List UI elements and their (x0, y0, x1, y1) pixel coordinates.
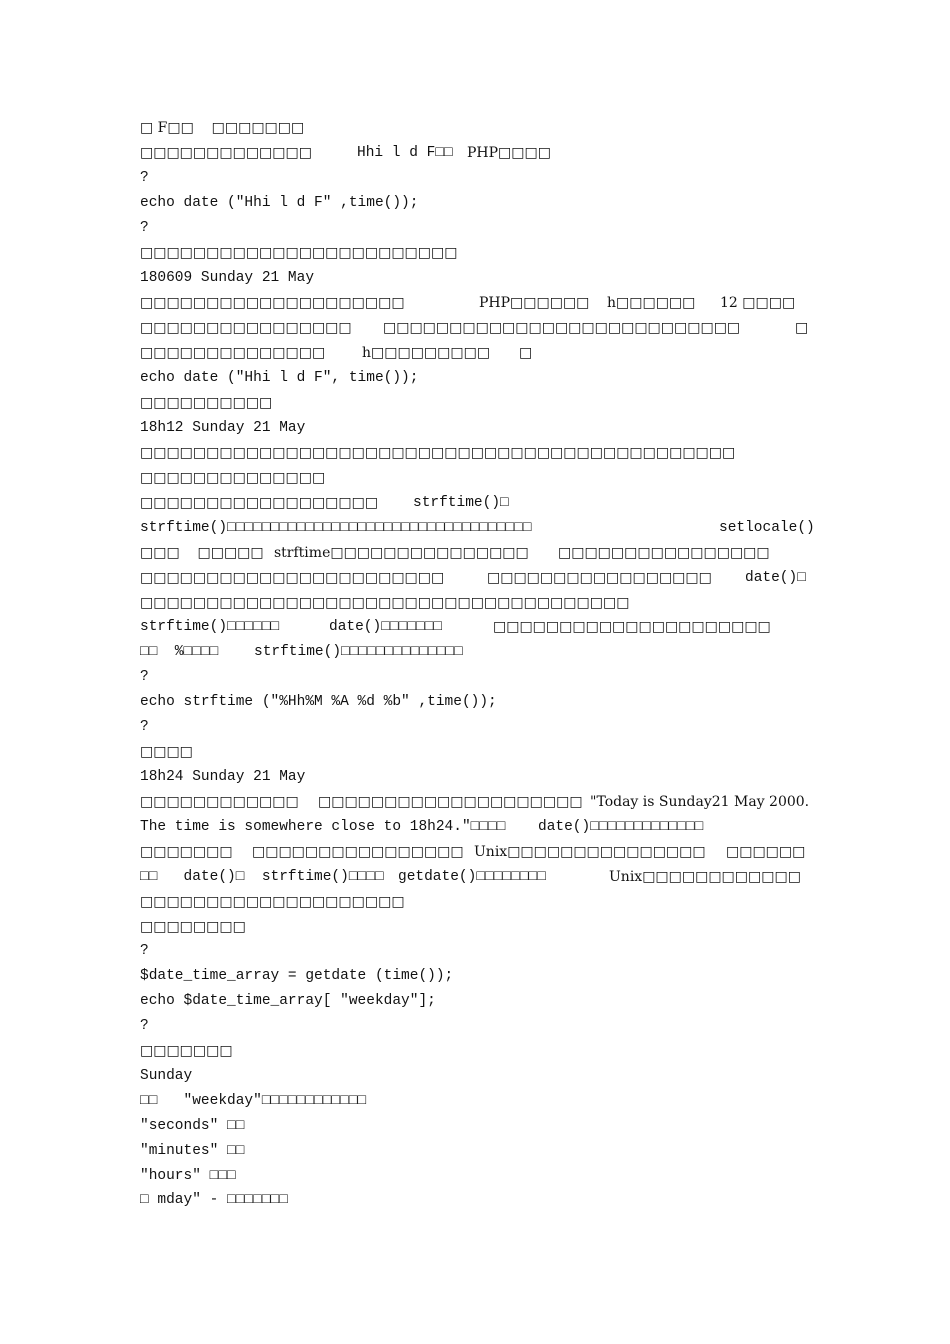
text-line: □□□□□□□□□□□□□□□□□□ (140, 495, 379, 511)
text-line: □□□□□□□□□□□□□□□□ (140, 320, 352, 336)
text-line: h□□□□□□ (607, 295, 696, 311)
text-line: □□□□□□□□□□□□□□ (140, 470, 326, 486)
text-line: □□□□□□□□□□□□□□□□□□□□□□□ (140, 570, 445, 586)
code-line: $date_time_array = getdate (time()); (140, 968, 454, 984)
code-line: echo date ("Hhi l d F", time()); (140, 370, 419, 386)
text-line: h□□□□□□□□□ (362, 345, 491, 361)
text-line: ? (140, 669, 149, 685)
text-line: □□□□□□□□□□□□□ (140, 145, 312, 161)
text-line: □□□□□□□□□□□□□□□□□□□□ (140, 295, 405, 311)
text-line: □ (795, 320, 809, 336)
output-line: 18h24 Sunday 21 May (140, 769, 306, 785)
text-line: "Today is Sunday21 May 2000. (590, 794, 810, 810)
text-line: strftime()□□□□□□□□□□□□□□□□□□□□□□□□□□□□□□□□□□□ (140, 520, 532, 536)
text-line: □□□□□□□□□□□□□□ (140, 345, 326, 361)
output-line: 180609 Sunday 21 May (140, 270, 315, 286)
text-line: □□□□□□□□□□□□ (140, 794, 299, 810)
text-line: □□□□□□□□□□□□□□□□ (252, 844, 464, 860)
text-line: "seconds" □□ (140, 1118, 245, 1134)
text-line: ? (140, 943, 149, 959)
text-line: "minutes" □□ (140, 1143, 245, 1159)
text-line: □□□□□□□ (140, 844, 233, 860)
text-line: □□□□□□□□□□□□□□□□□□□□ (140, 894, 405, 910)
text-line: date()□ (745, 570, 806, 586)
text-line: □□□□□□□□□□□□□□□□□□□□□ (493, 619, 771, 635)
text-line: 12 □□□□ (720, 295, 796, 311)
text-line: strftime()□□□□□□ (140, 619, 280, 635)
text-line: □ F□□ □□□□□□□ (140, 120, 305, 136)
text-line: ? (140, 719, 149, 735)
text-line: date()□□□□□□□ (329, 619, 443, 635)
text-line: "hours" □□□ (140, 1168, 236, 1184)
text-line: date()□□□□□□□□□□□□□ (538, 819, 704, 835)
text-line: □□ date()□ strftime()□□□□ (140, 869, 384, 885)
text-line: The time is somewhere close to 18h24."□□□□ (140, 819, 506, 835)
text-line: getdate()□□□□□□□□ (398, 869, 546, 885)
text-line: □□□□□□□□□□□□□□□□□□□□□□□□□□□ (383, 320, 741, 336)
text-line: setlocale() (719, 520, 815, 536)
text-line: ? (140, 170, 149, 186)
text-line: PHP□□□□□□ (479, 295, 590, 311)
text-line: □□□□□□□□□□□□□□□□□ (487, 570, 712, 586)
text-line: strftime()□ (413, 495, 509, 511)
text-line: □□ %□□□□ (140, 644, 219, 660)
code-line: echo $date_time_array[ "weekday"]; (140, 993, 436, 1009)
text-line: □□□□□□□□□□□□□□□□□□□□□□□□ (140, 245, 458, 261)
output-line: Sunday (140, 1068, 193, 1084)
text-line: □□□□□□□ (140, 1043, 233, 1059)
text-line: □□□□ (140, 744, 193, 760)
code-line: echo date ("Hhi l d F" ,time()); (140, 195, 419, 211)
text-line: □□ "weekday"□□□□□□□□□□□□ (140, 1093, 367, 1109)
text-line: □□□□□□□□□□□□□□□□ (558, 545, 770, 561)
text-line: ? (140, 1018, 149, 1034)
text-line: □ (519, 345, 533, 361)
text-line: Unix□□□□□□□□□□□□□□□ (474, 844, 706, 860)
text-line: □□□□□□□□□□ (140, 395, 273, 411)
text-line: □□□□□□□□□□□□□□□□□□□□□□□□□□□□□□□□□□□□□□□□□□□□□ (140, 445, 736, 461)
text-line: □ mday" - □□□□□□□ (140, 1192, 288, 1208)
text-line: Unix□□□□□□□□□□□□ (609, 869, 801, 885)
output-line: 18h12 Sunday 21 May (140, 420, 306, 436)
text-line: □□□□□□□□□□□□□□□□□□□□□□□□□□□□□□□□□□□□□ (140, 595, 630, 611)
text-line: □□□□□□□□□□□□□□□□□□□□ (318, 794, 583, 810)
text-line: strftime□□□□□□□□□□□□□□□ (274, 545, 529, 561)
text-line: PHP□□□□ (467, 145, 551, 161)
code-line: echo strftime ("%Hh%M %A %d %b" ,time()); (140, 694, 497, 710)
text-line: strftime()□□□□□□□□□□□□□□ (254, 644, 463, 660)
text-line: Hhi l d F□□ (357, 145, 453, 161)
text-line: ? (140, 220, 149, 236)
text-line: □□□ □□□□□ (140, 545, 264, 561)
text-line: □□□□□□ (726, 844, 806, 860)
text-line: □□□□□□□□ (140, 919, 246, 935)
